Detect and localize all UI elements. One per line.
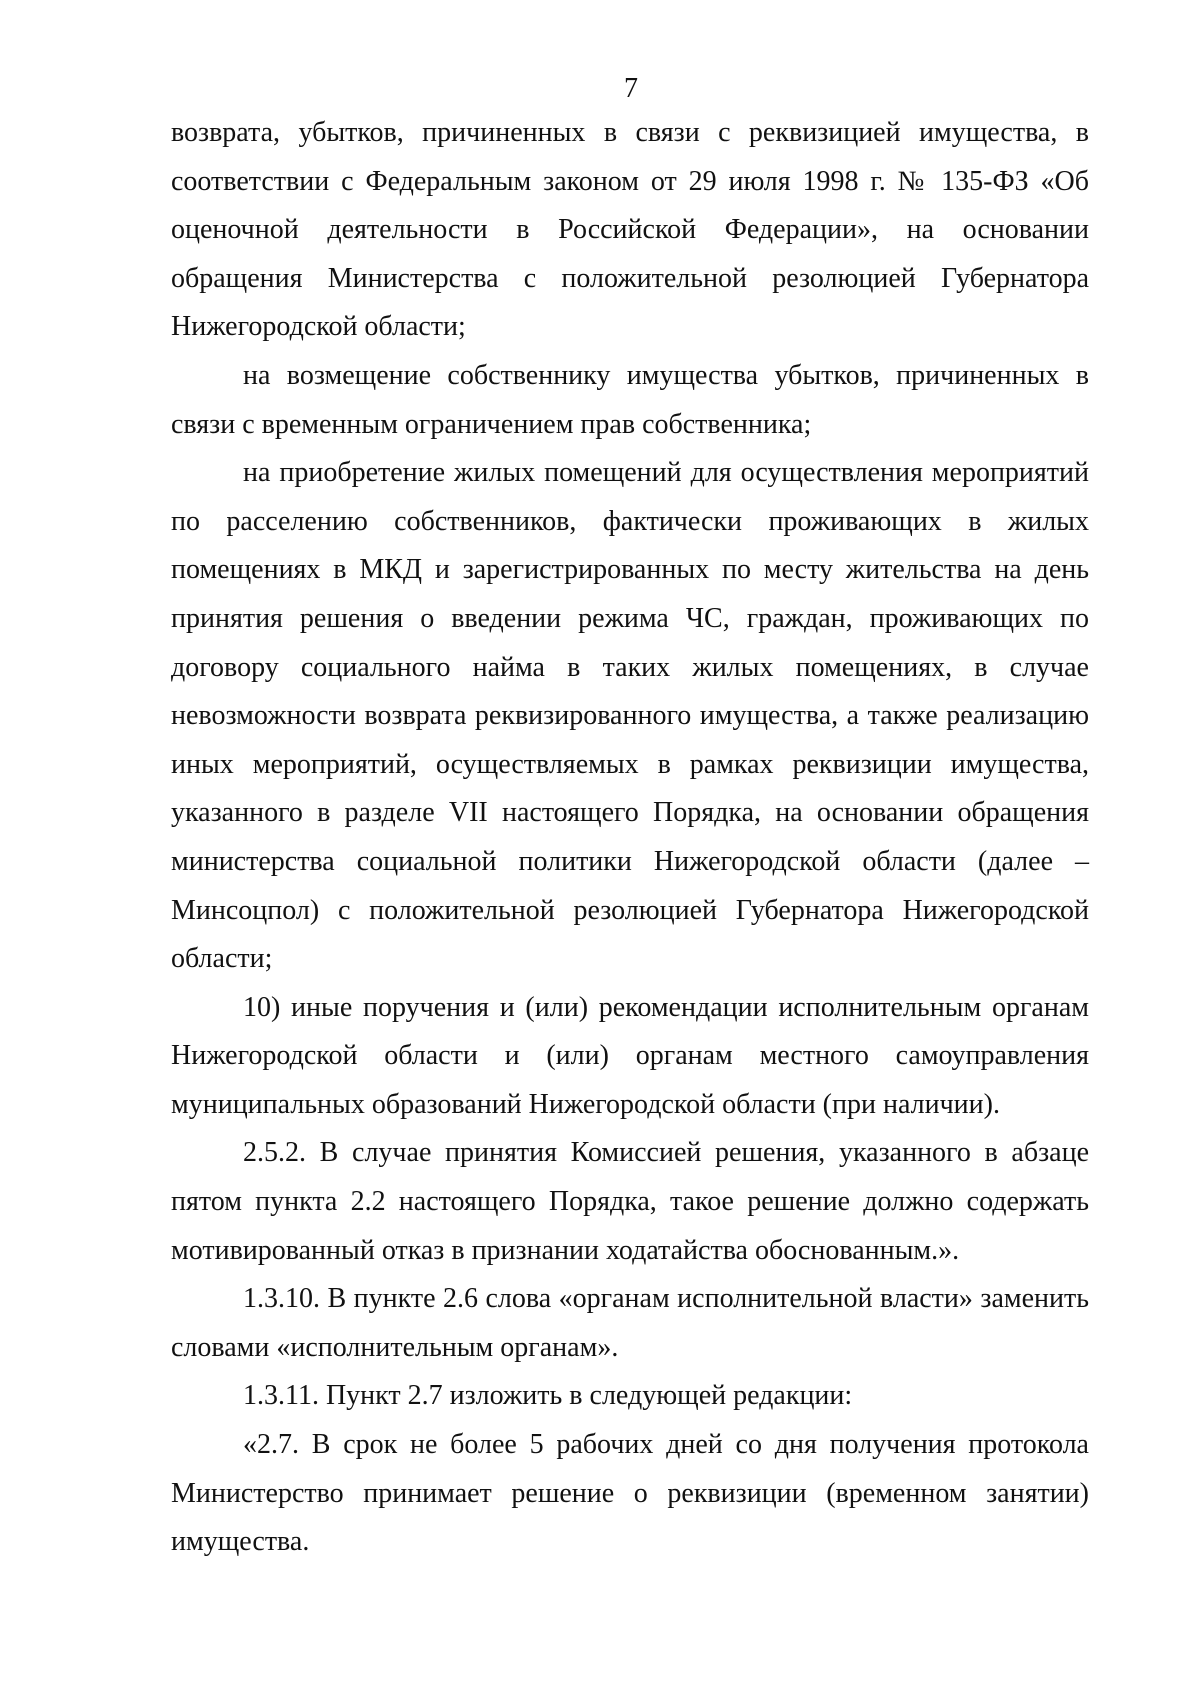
paragraph-continuation: возврата, убытков, причиненных в связи с реквизицией имущества, в соответствии с Федеральным законом от 29 июля 1998 г. № 135-ФЗ «Об оценочной деятельности в Российской Федерации», на основании обращения Министерства с положительной резолюцией Губернатора Нижегородской области; [171,117,1089,343]
paragraph-compensation: на возмещение собственнику имущества убытков, причиненных в связи с временным ограничением прав собственника; [171,359,1089,440]
document-body [171,109,1089,1567]
page-number: 7 [624,73,638,104]
paragraph-1-3-10: 1.3.10. В пункте 2.6 слова «органам исполнительной власти» заменить словами «исполнительным органам». [171,1283,1089,1363]
paragraph-1-3-11: 1.3.11. Пункт 2.7 изложить в следующей редакции: [243,1380,853,1412]
paragraph-2-5-2: 2.5.2. В случае принятия Комиссией решения, указанного в абзаце пятом пункта 2.2 настоящего Порядка, такое решение должно содержать мотивированный отказ в признании ходатайства обоснованным.». [171,1137,1089,1266]
paragraph-housing-purchase: на приобретение жилых помещений для осуществления мероприятий по расселению собственников, фактически проживающих в жилых помещениях в МКД и зарегистрированных по месту жительства на день принятия решения о введении режима ЧС, граждан, проживающих по договору социального найма в таких жилых помещениях, в случае невозможности возврата реквизированного имущества, а также реализацию иных мероприятий, осуществляемых в рамках реквизиции имущества, указанного в разделе VII настоящего Порядка, на основании обращения министерства социальной политики Нижегородской области (далее – Минсоцпол) с положительной резолюцией Губернатора Нижегородской области; [171,457,1089,975]
paragraph-item-10: 10) иные поручения и (или) рекомендации исполнительным органам Нижегородской области и (или) органам местного самоуправления муниципальных образований Нижегородской области (при наличии). [171,991,1089,1120]
paragraph-2-7: «2.7. В срок не более 5 рабочих дней со дня получения протокола Министерство принимает решение о реквизиции (временном занятии) имущества. [171,1429,1089,1558]
